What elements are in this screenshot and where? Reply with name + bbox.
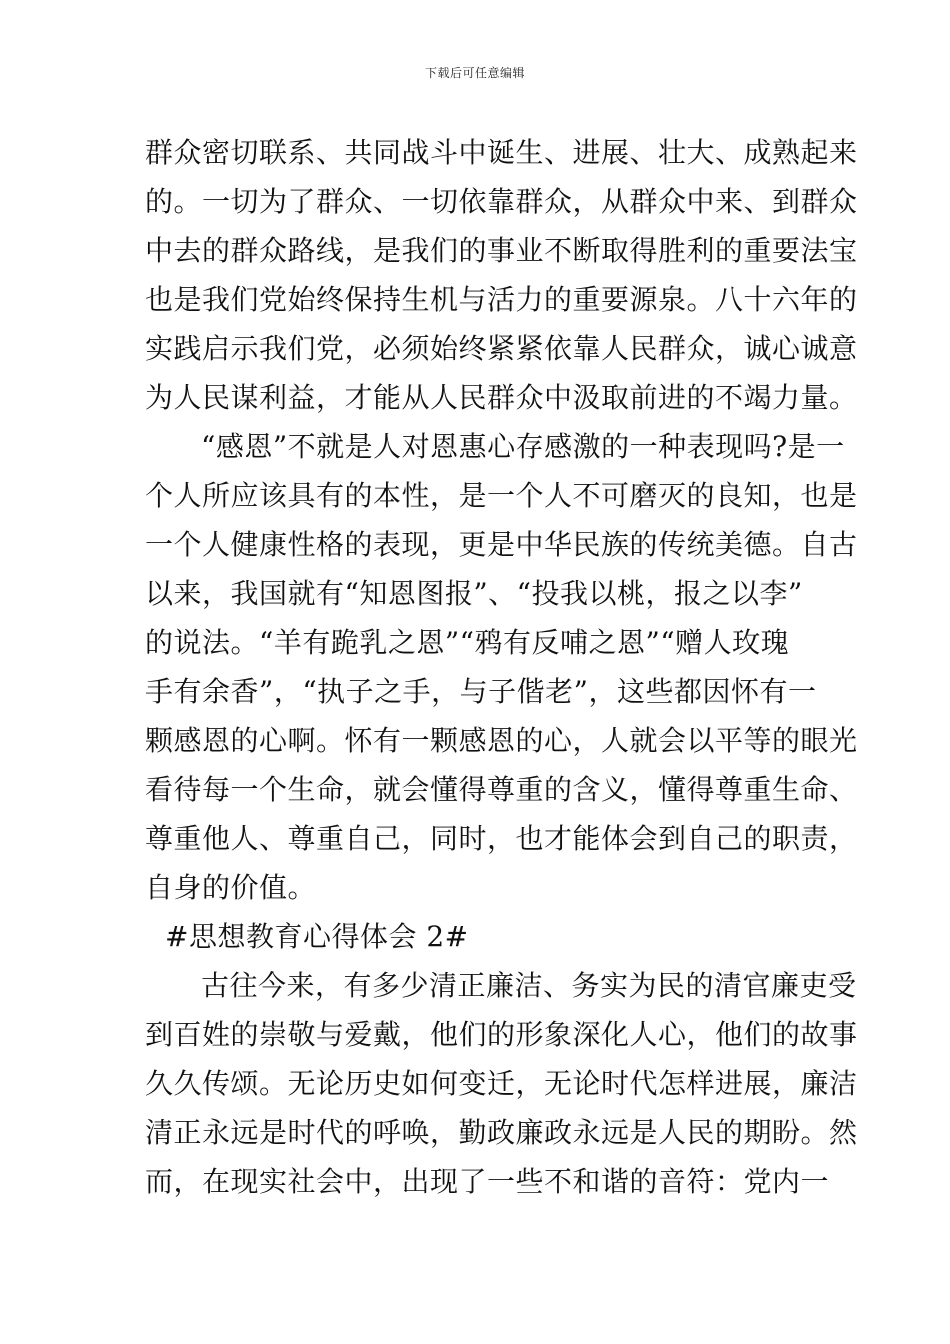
text-line: 中去的群众路线，是我们的事业不断取得胜利的重要法宝 — [145, 234, 858, 267]
text-line: 到百姓的崇敬与爱戴，他们的形象深化人心，他们的故事 — [145, 1018, 858, 1051]
paragraph-1 — [145, 128, 858, 422]
text-line: 清正永远是时代的呼唤，勤政廉政永远是人民的期盼。然 — [145, 1116, 858, 1149]
text-line: 久久传颂。无论历史如何变迁，无论时代怎样进展，廉洁 — [145, 1067, 858, 1100]
text-line: 实践启示我们党，必须始终紧紧依靠人民群众，诚心诚意 — [145, 332, 858, 365]
text-line: 群众密切联系、共同战斗中诞生、进展、壮大、成熟起来 — [145, 136, 858, 169]
section-heading-text: #思想教育心得体会 2# — [165, 920, 469, 953]
text-line: 的说法。“羊有跪乳之恩”“鸦有反哺之恩”“赠人玫瑰 — [145, 626, 790, 659]
text-line: 自身的价值。 — [145, 871, 317, 904]
text-line: 以来，我国就有“知恩图报”、“投我以桃，报之以李” — [145, 577, 803, 610]
text-line: 颗感恩的心啊。怀有一颗感恩的心，人就会以平等的眼光 — [145, 724, 858, 757]
text-line: 手有余香”，“执子之手，与子偕老”，这些都因怀有一 — [145, 675, 817, 708]
text-line: “感恩”不就是人对恩惠心存感激的一种表现吗?是一 — [201, 430, 845, 463]
text-line: 的。一切为了群众、一切依靠群众，从群众中来、到群众 — [145, 185, 858, 218]
text-line: 尊重他人、尊重自己，同时，也才能体会到自己的职责， — [145, 822, 858, 855]
page-header: 下载后可任意编辑 — [424, 66, 525, 80]
text-line: 为人民谋利益，才能从人民群众中汲取前进的不竭力量。 — [145, 381, 858, 414]
text-line: 古往今来，有多少清正廉洁、务实为民的清官廉吏受 — [201, 969, 857, 1002]
document-body — [145, 128, 858, 1206]
paragraph-2 — [145, 422, 858, 912]
text-line: 也是我们党始终保持生机与活力的重要源泉。八十六年的 — [145, 283, 858, 316]
text-line: 看待每一个生命，就会懂得尊重的含义，懂得尊重生命、 — [145, 773, 858, 806]
section-heading — [145, 912, 807, 961]
text-line: 而，在现实社会中，出现了一些不和谐的音符：党内一 — [145, 1165, 830, 1198]
text-line: 个人所应该具有的本性，是一个人不可磨灭的良知，也是 — [145, 479, 858, 512]
text-line: 一个人健康性格的表现，更是中华民族的传统美德。自古 — [145, 528, 858, 561]
paragraph-3 — [145, 961, 858, 1206]
